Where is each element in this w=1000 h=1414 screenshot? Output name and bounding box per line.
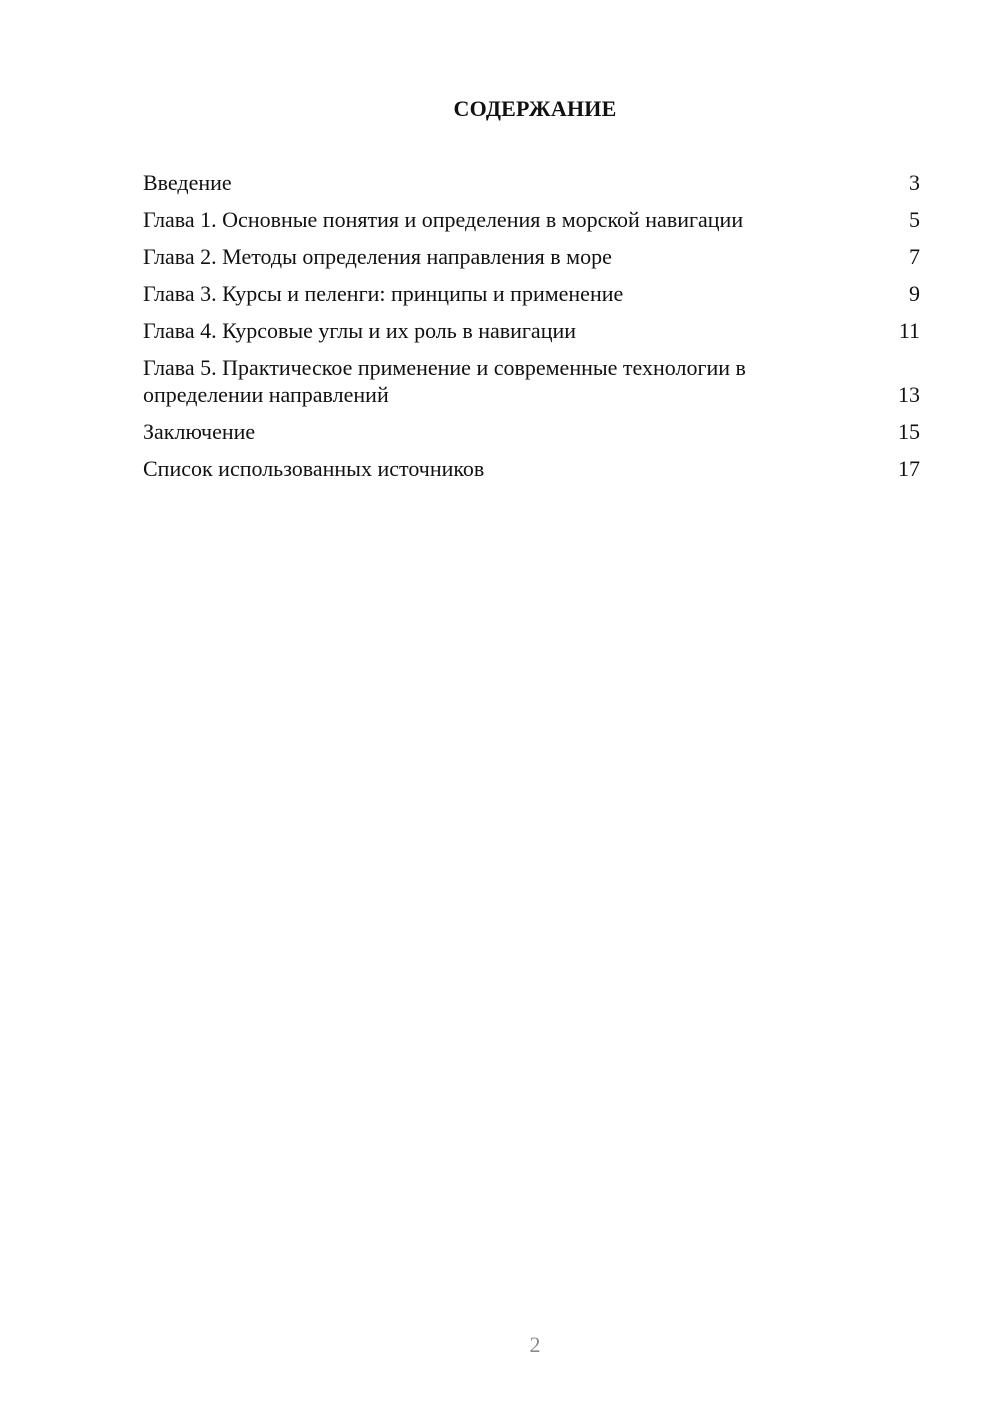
- toc-entry-references[interactable]: [143, 455, 920, 482]
- toc-entry-label: Список использованных источников: [143, 456, 485, 481]
- toc-entry-chapter-5[interactable]: [143, 354, 920, 408]
- toc-entry-page: 17: [898, 456, 920, 481]
- toc-entry-label: Глава 4. Курсовые углы и их роль в навигации: [143, 318, 577, 343]
- toc-entry-conclusion[interactable]: [143, 418, 920, 445]
- toc-entry-page: 7: [909, 244, 920, 269]
- toc-entry-chapter-3[interactable]: [143, 280, 920, 307]
- toc-entry-page: 9: [909, 281, 920, 306]
- toc-entry-label: Глава 3. Курсы и пеленги: принципы и применение: [143, 281, 624, 306]
- toc-entry-label: Глава 2. Методы определения направления в море: [143, 244, 612, 269]
- toc-entry-chapter-2[interactable]: [143, 243, 920, 270]
- toc-entry-chapter-4[interactable]: [143, 317, 920, 344]
- toc-entry-page: 5: [909, 207, 920, 232]
- toc-entry-chapter-1[interactable]: [143, 206, 920, 233]
- toc-entry-label: Глава 5. Практическое применение и современные технологии в определении направлений: [143, 355, 746, 407]
- toc-entry-page: 11: [898, 318, 920, 343]
- toc-entry-label: Введение: [143, 170, 232, 195]
- toc-entry-page: 13: [898, 382, 920, 407]
- toc-entry-page: 15: [898, 419, 920, 444]
- toc-entry-introduction[interactable]: [143, 169, 920, 196]
- toc-entry-label: Глава 1. Основные понятия и определения в морской навигации: [143, 207, 744, 232]
- page-title: СОДЕРЖАНИЕ: [453, 96, 617, 121]
- page-number: 2: [529, 1332, 541, 1357]
- table-of-contents: [143, 169, 920, 482]
- toc-entry-label: Заключение: [143, 419, 256, 444]
- toc-entry-page: 3: [909, 170, 920, 195]
